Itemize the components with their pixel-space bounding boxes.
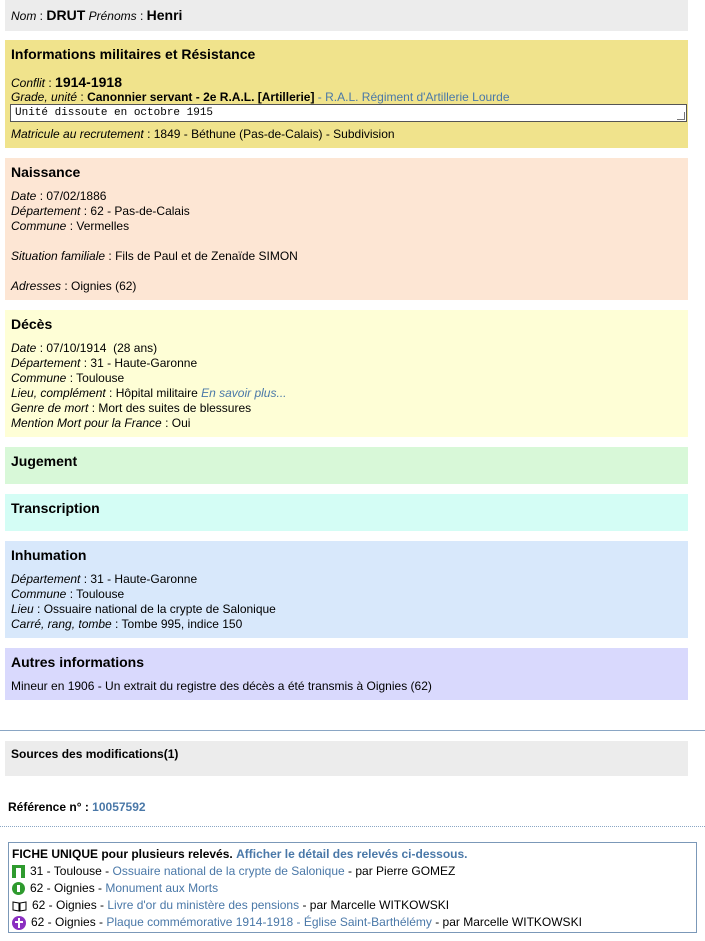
mention-value: Oui [171, 416, 191, 430]
unit-note-text: Unité dissoute en octobre 1915 [15, 107, 214, 119]
inhumation-lieu-value: Ossuaire national de la crypte de Salonique [43, 602, 276, 616]
reference-label: Référence n° : [8, 800, 89, 814]
naissance-dept-value: 62 - Pas-de-Calais [90, 204, 190, 218]
fiche-place: 62 - Oignies - [30, 881, 103, 895]
inhumation-dept-label: Département [11, 572, 81, 586]
fiche-place: 31 - Toulouse - [30, 864, 110, 878]
adresses-label: Adresses [11, 279, 62, 293]
inhumation-dept-value: 31 - Haute-Garonne [90, 572, 198, 586]
section-militaire: Informations militaires et Résistance Conflit : 1914-1918 Grade, unité : Canonnier servant - 2e R.A.L. [Artillerie] - R.A.L. Régiment d'Artillerie Lourde Unité dissoute en octobre 1915 Matricule au recrutement : 1849 - Béthune (Pas-de-Calais) - Subdivision [5, 40, 688, 148]
list-item [12, 880, 696, 897]
section-jugement-title: Jugement [11, 453, 78, 469]
deces-date-label: Date [11, 341, 37, 355]
afficher-detail-link[interactable]: Afficher le détail des relevés ci-dessous. [236, 847, 468, 861]
naissance-commune-value: Vermelles [76, 219, 130, 233]
monument-icon [12, 882, 25, 895]
matricule-label: Matricule au recrutement [11, 127, 144, 141]
unit-note-textarea[interactable] [10, 104, 687, 122]
sources-title[interactable]: Sources des modifications(1) [11, 747, 179, 761]
regiment-link[interactable]: - R.A.L. Régiment d'Artillerie Lourde [317, 90, 510, 104]
cross-icon [12, 916, 26, 930]
reference [8, 800, 146, 815]
genre-value: Mort des suites de blessures [98, 401, 252, 415]
naissance-date-value: 07/02/1886 [46, 189, 107, 203]
fiche-link[interactable]: Monument aux Morts [105, 881, 219, 895]
inhumation-commune-label: Commune [11, 587, 67, 601]
grade-value: Canonnier servant - 2e R.A.L. [Artillerie] [87, 90, 315, 104]
carre-label: Carré, rang, tombe [11, 617, 112, 631]
section-inhumation-title: Inhumation [11, 547, 87, 563]
prenoms-label: Prénoms [88, 9, 137, 23]
conflit-value: 1914-1918 [55, 74, 122, 90]
section-transcription [5, 494, 688, 531]
fiche-place: 62 - Oignies - [31, 915, 104, 929]
deces-dept-value: 31 - Haute-Garonne [90, 356, 198, 370]
list-item [12, 914, 696, 931]
list-item [12, 863, 696, 880]
inhumation-commune-value: Toulouse [76, 587, 125, 601]
situation-label: Situation familiale [11, 249, 106, 263]
fiche-by: - par Marcelle WITKOWSKI [435, 915, 582, 929]
en-savoir-plus-link[interactable]: En savoir plus... [201, 386, 287, 400]
deces-date-value: 07/10/1914 (28 ans) [46, 341, 158, 355]
section-naissance-title: Naissance [11, 164, 81, 180]
situation-value: Fils de Paul et de Zenaïde SIMON [115, 249, 298, 263]
nom-value: DRUT [46, 7, 86, 23]
divider [0, 730, 705, 731]
section-autres-title: Autres informations [11, 654, 145, 670]
deces-lieu-label: Lieu, complément [11, 386, 106, 400]
section-deces: Décès Date : 07/10/1914 (28 ans) Département : 31 - Haute-Garonne Commune : Toulouse Lieu, complément : Hôpital militaire En savoir plus... Genre de mort : Mort des suites de blessures Mention Mort pour la France : Oui [5, 310, 688, 437]
section-naissance: Naissance Date : 07/02/1886 Département : 62 - Pas-de-Calais Commune : Vermelles Situation familiale : Fils de Paul et de Zenaïde SIMON Adresses : Oignies (62) [5, 158, 688, 300]
carre-value: Tombe 995, indice 150 [121, 617, 243, 631]
fiche-link[interactable]: Plaque commémorative 1914-1918 - Église Saint-Barthélémy [106, 915, 432, 929]
resize-grip-icon[interactable] [677, 112, 685, 120]
genre-label: Genre de mort [11, 401, 89, 415]
fiche-by: - par Marcelle WITKOWSKI [302, 898, 450, 912]
section-sources [5, 741, 688, 776]
mention-label: Mention Mort pour la France [11, 416, 162, 430]
deces-lieu-value: Hôpital militaire [115, 386, 198, 400]
matricule-value: 1849 - Béthune (Pas-de-Calais) - Subdivision [153, 127, 395, 141]
identity-bar: Nom : DRUT Prénoms : Henri [5, 0, 688, 31]
section-jugement [5, 447, 688, 484]
section-inhumation: Inhumation Département : 31 - Haute-Garonne Commune : Toulouse Lieu : Ossuaire national de la crypte de Salonique Carré, rang, tombe : Tombe 995, indice 150 [5, 541, 688, 638]
prenoms-value: Henri [146, 7, 183, 23]
reference-link[interactable]: 10057592 [92, 800, 146, 814]
deces-commune-value: Toulouse [76, 371, 125, 385]
naissance-date-label: Date [11, 189, 37, 203]
conflit-label: Conflit [11, 76, 46, 90]
grade-label: Grade, unité [11, 90, 78, 104]
adresses-value: Oignies (62) [71, 279, 137, 293]
naissance-dept-label: Département [11, 204, 81, 218]
list-item [12, 897, 696, 914]
fiche-unique-box [8, 842, 697, 933]
section-transcription-title: Transcription [11, 500, 100, 516]
naissance-commune-label: Commune [11, 219, 67, 233]
deces-dept-label: Département [11, 356, 81, 370]
deces-commune-label: Commune [11, 371, 67, 385]
dotted-divider [0, 826, 705, 827]
fiche-head: FICHE UNIQUE pour plusieurs relevés. [12, 847, 233, 861]
section-deces-title: Décès [11, 316, 53, 332]
book-icon [12, 899, 27, 912]
ossuary-icon [12, 865, 25, 878]
section-autres [5, 648, 688, 700]
fiche-link[interactable]: Ossuaire national de la crypte de Salonique [112, 864, 345, 878]
fiche-link[interactable]: Livre d'or du ministère des pensions [107, 898, 300, 912]
fiche-place: 62 - Oignies - [32, 898, 105, 912]
fiche-by: - par Pierre GOMEZ [348, 864, 456, 878]
autres-text: Mineur en 1906 - Un extrait du registre des décès a été transmis à Oignies (62) [11, 679, 432, 693]
nom-label: Nom [11, 9, 37, 23]
section-militaire-title: Informations militaires et Résistance [11, 46, 256, 62]
inhumation-lieu-label: Lieu [11, 602, 34, 616]
